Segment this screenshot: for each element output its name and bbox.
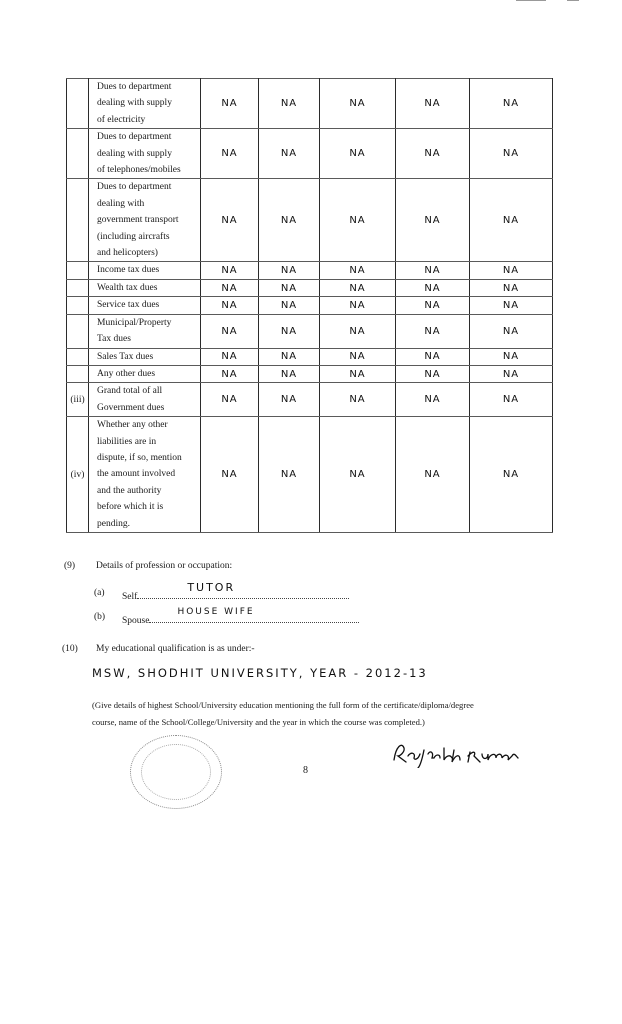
self-field <box>122 581 349 602</box>
value-cell: NA <box>201 297 259 314</box>
row-number <box>67 314 89 348</box>
table-row <box>67 314 553 348</box>
value-cell: NA <box>201 279 259 296</box>
value-cell: NA <box>201 262 259 279</box>
value-cell: NA <box>470 314 553 348</box>
value-cell: NA <box>470 179 553 262</box>
value-cell: NA <box>396 262 470 279</box>
spouse-item-label: (b) <box>94 612 106 622</box>
description-line: Tax dues <box>97 334 131 345</box>
description-line: Income tax dues <box>97 265 160 276</box>
row-description <box>89 314 201 348</box>
value-cell: NA <box>470 383 553 417</box>
table-row <box>67 79 553 129</box>
value-cell: NA <box>201 79 259 129</box>
table-row <box>67 348 553 365</box>
value-cell: NA <box>320 417 396 533</box>
table-row <box>67 297 553 314</box>
description-line: Municipal/Property <box>97 317 172 328</box>
scan-mark <box>516 0 546 1</box>
value-cell: NA <box>470 297 553 314</box>
section-9-number: (9) <box>64 561 76 571</box>
description-line: Dues to department <box>97 182 172 193</box>
spouse-field <box>122 607 359 626</box>
value-cell: NA <box>396 383 470 417</box>
value-cell: NA <box>201 383 259 417</box>
value-cell: NA <box>320 179 396 262</box>
table-row <box>67 383 553 417</box>
row-number <box>67 129 89 179</box>
row-number <box>67 279 89 296</box>
value-cell: NA <box>201 179 259 262</box>
description-line: of electricity <box>97 114 146 125</box>
value-cell: NA <box>470 348 553 365</box>
description-line: Dues to department <box>97 132 172 143</box>
page-number: 8 <box>303 765 308 776</box>
value-cell: NA <box>396 129 470 179</box>
value-cell: NA <box>201 365 259 382</box>
value-cell: NA <box>320 262 396 279</box>
scan-mark <box>567 0 579 1</box>
table-row <box>67 365 553 382</box>
description-line: Service tax dues <box>97 300 160 311</box>
value-cell: NA <box>201 314 259 348</box>
spouse-dotted-line <box>149 607 359 623</box>
table-row <box>67 129 553 179</box>
value-cell: NA <box>259 79 320 129</box>
value-cell: NA <box>320 279 396 296</box>
signature <box>390 738 540 773</box>
value-cell: NA <box>320 383 396 417</box>
row-number <box>67 348 89 365</box>
row-number: (iii) <box>67 383 89 417</box>
row-number <box>67 179 89 262</box>
section-9-title: Details of profession or occupation: <box>96 561 233 571</box>
description-line: Any other dues <box>97 368 156 379</box>
value-cell: NA <box>320 129 396 179</box>
self-label: Self <box>122 592 138 602</box>
table-row <box>67 279 553 296</box>
description-line: (including aircrafts <box>97 231 170 242</box>
value-cell: NA <box>320 348 396 365</box>
description-line: pending. <box>97 518 130 529</box>
government-dues-table <box>66 78 553 533</box>
description-line: Dues to department <box>97 82 172 92</box>
education-note-line-1: (Give details of highest School/University education mentioning the full form of the certificate/diploma/degree <box>92 700 474 710</box>
description-line: dealing with <box>97 198 145 209</box>
row-description <box>89 417 201 533</box>
description-line: Wealth tax dues <box>97 282 158 293</box>
spouse-value: HOUSE WIFE <box>177 607 255 617</box>
value-cell: NA <box>396 279 470 296</box>
self-item-label: (a) <box>94 588 105 598</box>
row-description <box>89 383 201 417</box>
value-cell: NA <box>396 314 470 348</box>
value-cell: NA <box>259 129 320 179</box>
value-cell: NA <box>259 179 320 262</box>
value-cell: NA <box>201 417 259 533</box>
row-description <box>89 365 201 382</box>
self-dotted-line <box>137 581 349 599</box>
description-line: of telephones/mobiles <box>97 165 181 176</box>
value-cell: NA <box>259 348 320 365</box>
section-10-title: My educational qualification is as under:- <box>96 644 255 654</box>
value-cell: NA <box>470 129 553 179</box>
value-cell: NA <box>259 417 320 533</box>
row-description <box>89 297 201 314</box>
row-number <box>67 365 89 382</box>
value-cell: NA <box>396 297 470 314</box>
row-number: (iv) <box>67 417 89 533</box>
value-cell: NA <box>259 297 320 314</box>
value-cell: NA <box>396 417 470 533</box>
value-cell: NA <box>470 365 553 382</box>
value-cell: NA <box>320 79 396 129</box>
value-cell: NA <box>259 279 320 296</box>
value-cell: NA <box>320 297 396 314</box>
row-description <box>89 79 201 129</box>
description-line: Whether any other <box>97 420 168 431</box>
description-line: Sales Tax dues <box>97 351 154 362</box>
value-cell: NA <box>320 365 396 382</box>
value-cell: NA <box>470 79 553 129</box>
value-cell: NA <box>259 365 320 382</box>
value-cell: NA <box>259 383 320 417</box>
row-number <box>67 79 89 129</box>
description-line: and helicopters) <box>97 248 158 259</box>
value-cell: NA <box>259 314 320 348</box>
value-cell: NA <box>470 279 553 296</box>
description-line: dealing with supply <box>97 148 172 159</box>
description-line: and the authority <box>97 485 162 496</box>
row-description <box>89 129 201 179</box>
value-cell: NA <box>201 129 259 179</box>
table-row <box>67 179 553 262</box>
value-cell: NA <box>470 417 553 533</box>
value-cell: NA <box>396 79 470 129</box>
faded-stamp-seal <box>130 735 222 809</box>
spouse-label: Spouse <box>122 616 150 626</box>
description-line: the amount involved <box>97 469 176 480</box>
value-cell: NA <box>470 262 553 279</box>
self-value: TUTOR <box>187 581 236 594</box>
description-line: liabilities are in <box>97 436 157 447</box>
value-cell: NA <box>396 365 470 382</box>
table-row <box>67 262 553 279</box>
description-line: government transport <box>97 215 179 226</box>
row-number <box>67 297 89 314</box>
description-line: Grand total of all <box>97 386 163 397</box>
row-number <box>67 262 89 279</box>
value-cell: NA <box>396 179 470 262</box>
value-cell: NA <box>201 348 259 365</box>
description-line: before which it is <box>97 502 164 513</box>
value-cell: NA <box>320 314 396 348</box>
row-description <box>89 279 201 296</box>
description-line: Government dues <box>97 402 165 413</box>
table-row <box>67 417 553 533</box>
row-description <box>89 179 201 262</box>
row-description <box>89 262 201 279</box>
value-cell: NA <box>396 348 470 365</box>
section-10-number: (10) <box>62 644 78 654</box>
education-value: MSW, SHODHIT UNIVERSITY, YEAR - 2012-13 <box>92 666 428 680</box>
education-note-line-2: course, name of the School/College/University and the year in which the course was completed.) <box>92 717 425 727</box>
row-description <box>89 348 201 365</box>
description-line: dealing with supply <box>97 98 172 109</box>
value-cell: NA <box>259 262 320 279</box>
description-line: dispute, if so, mention <box>97 452 182 463</box>
